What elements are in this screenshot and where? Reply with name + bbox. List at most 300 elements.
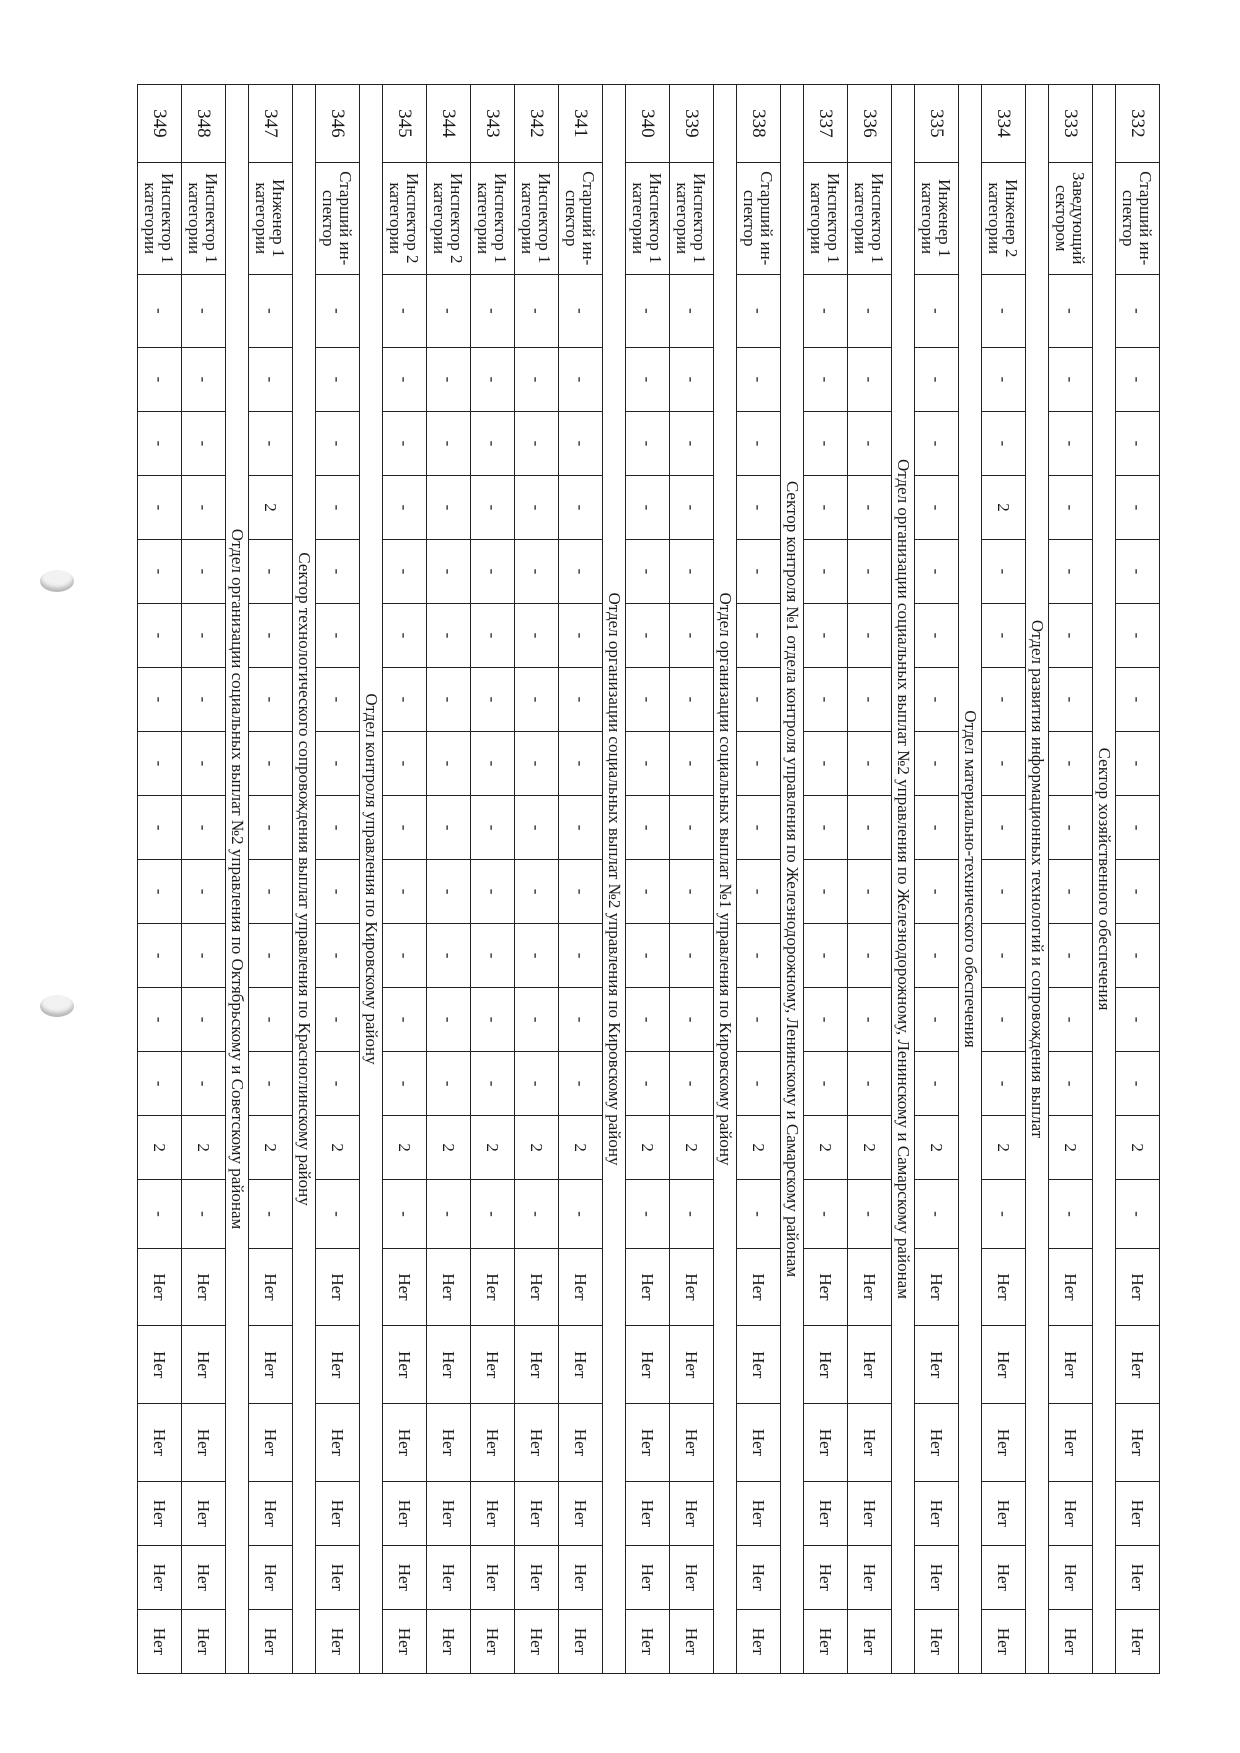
value-cell: - [804, 988, 848, 1052]
value-cell: - [670, 1180, 714, 1249]
value-cell: - [471, 988, 515, 1052]
value-cell: Нет [427, 1609, 471, 1673]
value-cell: - [471, 924, 515, 988]
position-cell [182, 162, 226, 274]
value-cell: - [1116, 347, 1160, 411]
value-cell: 2 [471, 1116, 515, 1180]
value-cell: - [804, 539, 848, 603]
section-header-row [1093, 85, 1116, 1674]
value-cell: - [804, 1180, 848, 1249]
value-cell: - [670, 796, 714, 860]
value-cell: Нет [915, 1326, 959, 1404]
value-cell: Нет [427, 1404, 471, 1482]
value-cell: - [915, 411, 959, 475]
value-cell: Нет [1049, 1609, 1093, 1673]
value-cell: - [559, 988, 603, 1052]
value-cell: Нет [848, 1609, 892, 1673]
value-cell: - [383, 1052, 427, 1116]
value-cell: - [737, 860, 781, 924]
position-line: Инспектор 1 [491, 172, 511, 264]
value-cell: - [915, 539, 959, 603]
section-header-row [959, 85, 982, 1674]
table-row [515, 85, 559, 1674]
value-cell: - [182, 347, 226, 411]
value-cell: 2 [383, 1116, 427, 1180]
rotated-table-wrapper [100, 84, 1160, 1674]
position-line: Старший ин- [579, 171, 599, 266]
value-cell: - [182, 411, 226, 475]
value-cell: Нет [316, 1609, 360, 1673]
value-cell: - [1116, 1180, 1160, 1249]
value-cell: - [316, 475, 360, 539]
value-cell: - [915, 732, 959, 796]
value-cell: - [982, 988, 1026, 1052]
value-cell: Нет [670, 1326, 714, 1404]
punch-hole-bottom [40, 995, 74, 1017]
value-cell: Нет [471, 1481, 515, 1545]
value-cell: - [182, 988, 226, 1052]
section-header-row [714, 85, 737, 1674]
value-cell: 2 [427, 1116, 471, 1180]
value-cell: - [1049, 475, 1093, 539]
value-cell: - [737, 603, 781, 667]
value-cell: Нет [249, 1248, 293, 1326]
value-cell: Нет [383, 1481, 427, 1545]
section-header-row [781, 85, 804, 1674]
value-cell: Нет [383, 1248, 427, 1326]
value-cell: - [383, 667, 427, 731]
value-cell: - [670, 539, 714, 603]
value-cell: Нет [138, 1404, 182, 1482]
value-cell: - [670, 732, 714, 796]
value-cell: Нет [804, 1404, 848, 1482]
value-cell: Нет [982, 1326, 1026, 1404]
position-line: сектором [1052, 185, 1072, 252]
value-cell: - [471, 1180, 515, 1249]
value-cell: - [737, 924, 781, 988]
value-cell: - [626, 667, 670, 731]
value-cell: - [626, 860, 670, 924]
value-cell: Нет [515, 1609, 559, 1673]
value-cell: - [626, 1052, 670, 1116]
value-cell: - [138, 1052, 182, 1116]
value-cell: Нет [182, 1404, 226, 1482]
value-cell: 2 [982, 475, 1026, 539]
section-title: Сектор хозяйственного обеспечения [1093, 85, 1116, 1674]
value-cell: Нет [915, 1481, 959, 1545]
section-title: Сектор технологического сопровождения выплат управления по Красноглинскому району [293, 85, 316, 1674]
value-cell: - [737, 539, 781, 603]
value-cell: - [138, 347, 182, 411]
value-cell: - [316, 347, 360, 411]
value-cell: - [471, 475, 515, 539]
value-cell: - [427, 347, 471, 411]
position-line: спектор [319, 190, 339, 247]
value-cell: - [1049, 603, 1093, 667]
position-cell [1116, 162, 1160, 274]
value-cell: Нет [471, 1326, 515, 1404]
value-cell: Нет [626, 1545, 670, 1609]
value-cell: - [249, 732, 293, 796]
value-cell: 2 [249, 1116, 293, 1180]
value-cell: - [138, 924, 182, 988]
row-number: 337 [804, 85, 848, 163]
value-cell: - [138, 274, 182, 347]
value-cell: Нет [316, 1404, 360, 1482]
value-cell: Нет [915, 1404, 959, 1482]
row-number: 341 [559, 85, 603, 163]
value-cell: Нет [316, 1248, 360, 1326]
table-row [471, 85, 515, 1674]
value-cell: Нет [670, 1481, 714, 1545]
value-cell: - [138, 539, 182, 603]
value-cell: - [559, 274, 603, 347]
value-cell: - [249, 274, 293, 347]
position-cell [737, 162, 781, 274]
position-line: категории [141, 182, 161, 255]
table-row [1049, 85, 1093, 1674]
value-cell: Нет [915, 1609, 959, 1673]
value-cell: - [915, 274, 959, 347]
value-cell: - [848, 1180, 892, 1249]
value-cell: - [1116, 274, 1160, 347]
value-cell: Нет [383, 1404, 427, 1482]
position-line: спектор [562, 190, 582, 247]
value-cell: Нет [138, 1248, 182, 1326]
value-cell: - [804, 347, 848, 411]
value-cell: - [138, 796, 182, 860]
table-row [982, 85, 1026, 1674]
position-cell [804, 162, 848, 274]
position-cell [559, 162, 603, 274]
value-cell: - [515, 411, 559, 475]
value-cell: - [182, 667, 226, 731]
section-title: Отдел организации социальных выплат №2 управления по Октябрьскому и Советскому районам [226, 85, 249, 1674]
row-number: 345 [383, 85, 427, 163]
value-cell: - [804, 796, 848, 860]
position-line: Инженер 1 [935, 179, 955, 258]
value-cell: 2 [1116, 1116, 1160, 1180]
position-line: Инспектор 1 [646, 172, 666, 264]
table-row [138, 85, 182, 1674]
row-number: 332 [1116, 85, 1160, 163]
position-line: Инспектор 1 [535, 172, 555, 264]
section-header-row [1026, 85, 1049, 1674]
position-line: категории [807, 182, 827, 255]
value-cell: - [804, 667, 848, 731]
value-cell: - [1049, 539, 1093, 603]
value-cell: Нет [737, 1609, 781, 1673]
value-cell: Нет [848, 1326, 892, 1404]
value-cell: - [737, 796, 781, 860]
value-cell: - [471, 667, 515, 731]
value-cell: - [383, 274, 427, 347]
value-cell: Нет [182, 1326, 226, 1404]
value-cell: Нет [249, 1326, 293, 1404]
value-cell: - [737, 988, 781, 1052]
value-cell: - [804, 411, 848, 475]
position-line: Инженер 1 [269, 179, 289, 258]
position-cell [138, 162, 182, 274]
value-cell: Нет [737, 1326, 781, 1404]
position-line: спектор [740, 190, 760, 247]
value-cell: - [626, 603, 670, 667]
value-cell: - [1049, 1180, 1093, 1249]
value-cell: Нет [670, 1609, 714, 1673]
value-cell: Нет [626, 1609, 670, 1673]
value-cell: - [804, 603, 848, 667]
value-cell: 2 [249, 475, 293, 539]
value-cell: - [1116, 667, 1160, 731]
value-cell: Нет [982, 1404, 1026, 1482]
value-cell: Нет [515, 1326, 559, 1404]
value-cell: - [182, 924, 226, 988]
position-line: категории [386, 182, 406, 255]
value-cell: - [982, 539, 1026, 603]
value-cell: - [471, 732, 515, 796]
value-cell: - [1049, 860, 1093, 924]
value-cell: Нет [182, 1481, 226, 1545]
value-cell: - [915, 796, 959, 860]
value-cell: - [737, 1180, 781, 1249]
value-cell: - [1116, 603, 1160, 667]
value-cell: - [138, 411, 182, 475]
section-header-row [226, 85, 249, 1674]
section-title: Сектор контроля №1 отдела контроля управления по Железнодорожному, Ленинскому и Самарскому районам [781, 85, 804, 1674]
position-line: категории [918, 182, 938, 255]
value-cell: - [915, 924, 959, 988]
value-cell: Нет [848, 1248, 892, 1326]
position-line: категории [474, 182, 494, 255]
value-cell: Нет [515, 1404, 559, 1482]
value-cell: Нет [848, 1481, 892, 1545]
value-cell: Нет [915, 1248, 959, 1326]
row-number: 339 [670, 85, 714, 163]
value-cell: Нет [626, 1404, 670, 1482]
value-cell: Нет [804, 1545, 848, 1609]
position-line: категории [629, 182, 649, 255]
value-cell: - [515, 1052, 559, 1116]
value-cell: - [316, 988, 360, 1052]
row-number: 346 [316, 85, 360, 163]
value-cell: - [848, 924, 892, 988]
value-cell: Нет [1049, 1326, 1093, 1404]
value-cell: Нет [1049, 1545, 1093, 1609]
value-cell: - [848, 603, 892, 667]
workplace-assessment-table [137, 84, 1160, 1674]
value-cell: - [1049, 924, 1093, 988]
value-cell: - [559, 539, 603, 603]
value-cell: - [383, 411, 427, 475]
section-title: Отдел контроля управления по Кировскому району [360, 85, 383, 1674]
value-cell: Нет [1116, 1326, 1160, 1404]
value-cell: Нет [559, 1481, 603, 1545]
value-cell: 2 [138, 1116, 182, 1180]
value-cell: Нет [471, 1545, 515, 1609]
section-title: Отдел развития информационных технологий и сопровождения выплат [1026, 85, 1049, 1674]
value-cell: Нет [383, 1326, 427, 1404]
value-cell: - [316, 1180, 360, 1249]
value-cell: Нет [249, 1609, 293, 1673]
value-cell: - [249, 988, 293, 1052]
row-number: 343 [471, 85, 515, 163]
value-cell: - [848, 411, 892, 475]
value-cell: - [427, 667, 471, 731]
value-cell: - [982, 796, 1026, 860]
value-cell: - [1116, 796, 1160, 860]
value-cell: - [848, 475, 892, 539]
value-cell: - [626, 475, 670, 539]
value-cell: Нет [1116, 1248, 1160, 1326]
value-cell: - [670, 924, 714, 988]
value-cell: Нет [182, 1545, 226, 1609]
value-cell: Нет [1049, 1404, 1093, 1482]
value-cell: Нет [427, 1248, 471, 1326]
value-cell: - [515, 988, 559, 1052]
value-cell: Нет [138, 1545, 182, 1609]
value-cell: - [515, 924, 559, 988]
position-cell [915, 162, 959, 274]
value-cell: - [471, 603, 515, 667]
row-number: 335 [915, 85, 959, 163]
value-cell: - [626, 1180, 670, 1249]
value-cell: - [427, 603, 471, 667]
position-line: Заведующий [1069, 172, 1089, 265]
value-cell: - [804, 924, 848, 988]
value-cell: Нет [804, 1248, 848, 1326]
value-cell: - [670, 988, 714, 1052]
value-cell: - [1049, 347, 1093, 411]
table-row [804, 85, 848, 1674]
value-cell: - [804, 860, 848, 924]
value-cell: Нет [737, 1545, 781, 1609]
value-cell: - [1116, 924, 1160, 988]
value-cell: Нет [471, 1609, 515, 1673]
value-cell: - [182, 539, 226, 603]
position-line: категории [985, 182, 1005, 255]
position-cell [982, 162, 1026, 274]
value-cell: - [1116, 988, 1160, 1052]
value-cell: - [559, 411, 603, 475]
value-cell: Нет [982, 1248, 1026, 1326]
value-cell: Нет [670, 1545, 714, 1609]
value-cell: - [515, 667, 559, 731]
value-cell: - [1116, 860, 1160, 924]
value-cell: - [670, 603, 714, 667]
value-cell: Нет [670, 1248, 714, 1326]
value-cell: Нет [737, 1404, 781, 1482]
position-cell [670, 162, 714, 274]
position-line: Инспектор 2 [447, 172, 467, 264]
value-cell: - [982, 274, 1026, 347]
value-cell: - [249, 796, 293, 860]
value-cell: Нет [804, 1609, 848, 1673]
value-cell: Нет [1049, 1481, 1093, 1545]
value-cell: Нет [1116, 1481, 1160, 1545]
value-cell: - [316, 1052, 360, 1116]
value-cell: - [626, 411, 670, 475]
value-cell: - [848, 1052, 892, 1116]
value-cell: Нет [471, 1248, 515, 1326]
value-cell: - [316, 274, 360, 347]
value-cell: - [848, 732, 892, 796]
value-cell: Нет [559, 1326, 603, 1404]
value-cell: - [670, 475, 714, 539]
value-cell: 2 [316, 1116, 360, 1180]
value-cell: - [982, 411, 1026, 475]
value-cell: Нет [848, 1404, 892, 1482]
value-cell: - [427, 924, 471, 988]
value-cell: 2 [848, 1116, 892, 1180]
value-cell: Нет [737, 1481, 781, 1545]
value-cell: 2 [626, 1116, 670, 1180]
value-cell: - [737, 274, 781, 347]
value-cell: Нет [515, 1545, 559, 1609]
value-cell: - [316, 796, 360, 860]
value-cell: 2 [515, 1116, 559, 1180]
value-cell: Нет [1116, 1609, 1160, 1673]
value-cell: - [316, 603, 360, 667]
value-cell: Нет [182, 1248, 226, 1326]
value-cell: 2 [915, 1116, 959, 1180]
value-cell: Нет [1116, 1404, 1160, 1482]
value-cell: - [737, 732, 781, 796]
value-cell: - [427, 988, 471, 1052]
value-cell: - [515, 603, 559, 667]
value-cell: - [915, 1180, 959, 1249]
value-cell: - [182, 1052, 226, 1116]
table-row [1116, 85, 1160, 1674]
value-cell: - [383, 732, 427, 796]
value-cell: - [383, 924, 427, 988]
value-cell: Нет [316, 1481, 360, 1545]
value-cell: - [982, 860, 1026, 924]
value-cell: 2 [559, 1116, 603, 1180]
table-row [737, 85, 781, 1674]
value-cell: - [982, 924, 1026, 988]
value-cell: - [182, 796, 226, 860]
value-cell: Нет [982, 1609, 1026, 1673]
value-cell: - [515, 860, 559, 924]
table-row [626, 85, 670, 1674]
position-cell [427, 162, 471, 274]
value-cell: Нет [804, 1481, 848, 1545]
value-cell: - [515, 539, 559, 603]
value-cell: - [670, 274, 714, 347]
value-cell: - [1049, 732, 1093, 796]
value-cell: - [982, 347, 1026, 411]
value-cell: Нет [471, 1404, 515, 1482]
value-cell: - [982, 1052, 1026, 1116]
row-number: 348 [182, 85, 226, 163]
value-cell: Нет [316, 1545, 360, 1609]
section-title: Отдел организации социальных выплат №1 управления по Кировскому району [714, 85, 737, 1674]
value-cell: Нет [559, 1248, 603, 1326]
row-number: 347 [249, 85, 293, 163]
value-cell: - [559, 732, 603, 796]
value-cell: - [737, 347, 781, 411]
value-cell: - [626, 732, 670, 796]
position-line: Инспектор 1 [690, 172, 710, 264]
value-cell: - [559, 667, 603, 731]
value-cell: - [670, 860, 714, 924]
value-cell: - [915, 667, 959, 731]
value-cell: - [848, 539, 892, 603]
row-number: 349 [138, 85, 182, 163]
value-cell: Нет [249, 1545, 293, 1609]
value-cell: - [249, 347, 293, 411]
value-cell: - [559, 603, 603, 667]
